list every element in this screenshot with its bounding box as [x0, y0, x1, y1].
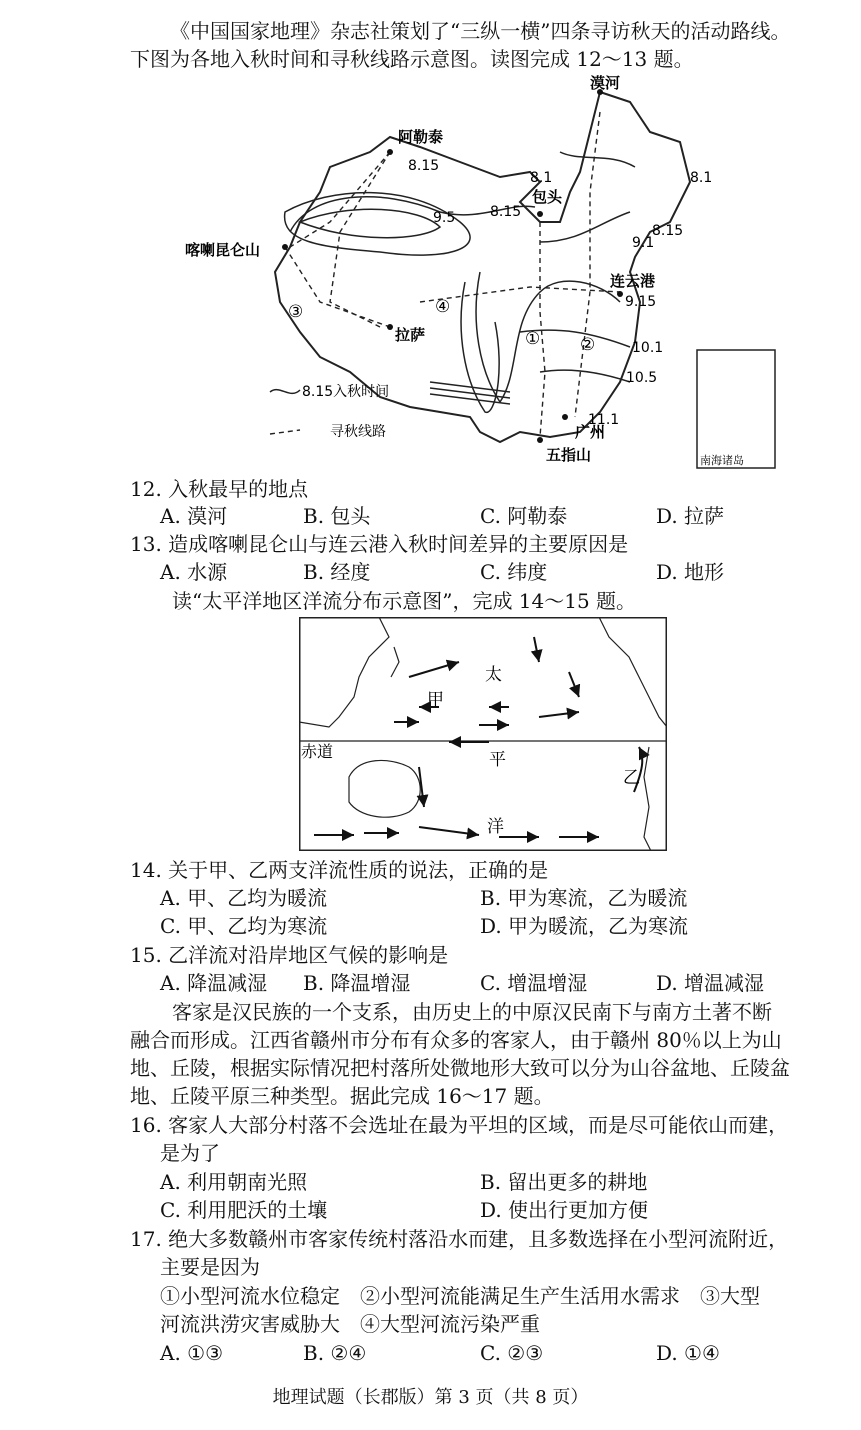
q13-option-b: B. 经度	[303, 560, 371, 584]
label-equator: 赤道	[301, 742, 334, 761]
q17-stem-1: 17. 绝大多数赣州市客家传统村落沿水而建，且多数选择在小型河流附近，	[130, 1227, 789, 1251]
route-label: ②	[580, 335, 596, 355]
q12-option-b: B. 包头	[303, 504, 371, 528]
label-ping: 平	[489, 750, 506, 770]
q15-option-b: B. 降温增湿	[303, 971, 411, 995]
q15-option-d: D. 增温减湿	[656, 971, 765, 995]
iso-label: 10.5	[626, 370, 658, 386]
q16-option-a: A. 利用朝南光照	[160, 1170, 308, 1194]
q17-statements-2: 河流洪涝灾害威胁大 ④大型河流污染严重	[160, 1312, 540, 1336]
iso-label: 8.1	[690, 170, 713, 186]
route-label: ④	[435, 297, 451, 317]
label-yang: 洋	[487, 817, 504, 837]
q16-option-b: B. 留出更多的耕地	[480, 1170, 648, 1194]
intro3-line-2: 融合而形成。江西省赣州市分布有众多的客家人，由于赣州 80％以上为山	[130, 1028, 782, 1052]
q16-option-c: C. 利用肥沃的土壤	[160, 1198, 328, 1222]
label-baotou: 包头	[532, 188, 563, 206]
q12-option-a: A. 漠河	[160, 504, 228, 528]
iso-label: 8.15	[652, 223, 684, 239]
intro3-line-4: 地、丘陵平原三种类型。据此完成 16～17 题。	[130, 1084, 554, 1108]
iso-label: 9.15	[625, 294, 657, 310]
label-jia: 甲	[427, 690, 444, 710]
q13-option-d: D. 地形	[656, 560, 725, 584]
label-wuzhishan: 五指山	[546, 446, 592, 464]
label-yi: 乙	[623, 768, 640, 788]
route-label: ③	[288, 302, 304, 322]
page-footer: 地理试题（长郡版）第 3 页（共 8 页）	[272, 1387, 589, 1408]
legend-isoline-label: 8.15入秋时间	[302, 384, 390, 400]
q15-option-c: C. 增温增湿	[480, 971, 588, 995]
china-autumn-map	[180, 72, 780, 472]
iso-label: 9.1	[632, 235, 655, 251]
label-guangzhou: 广州	[575, 423, 606, 441]
label-lasa: 拉萨	[395, 326, 426, 344]
q14-option-d: D. 甲为暖流，乙为寒流	[480, 914, 689, 938]
q15-stem: 15. 乙洋流对沿岸地区气候的影响是	[130, 943, 449, 967]
q17-option-a: A. ①③	[160, 1341, 224, 1365]
label-lianyungang: 连云港	[610, 272, 656, 290]
q14-option-c: C. 甲、乙均为寒流	[160, 914, 328, 938]
iso-label: 8.15	[490, 204, 522, 220]
intro2: 读“太平洋地区洋流分布示意图”，完成 14～15 题。	[172, 589, 637, 613]
legend-route-label: 寻秋线路	[330, 424, 386, 440]
q16-option-d: D. 使出行更加方便	[480, 1198, 649, 1222]
q16-stem-1: 16. 客家人大部分村落不会选址在最为平坦的区域，而是尽可能依山而建，	[130, 1113, 789, 1137]
q15-option-a: A. 降温减湿	[160, 971, 268, 995]
iso-label: 11.1	[588, 412, 620, 428]
q12-option-d: D. 拉萨	[656, 504, 725, 528]
pacific-currents-map	[299, 617, 667, 851]
q17-option-d: D. ①④	[656, 1341, 720, 1365]
q13-stem: 13. 造成喀喇昆仑山与连云港入秋时间差异的主要原因是	[130, 532, 629, 556]
q12-option-c: C. 阿勒泰	[480, 504, 568, 528]
iso-label: 10.1	[632, 340, 664, 356]
intro3-line-3: 地、丘陵，根据实际情况把村落所处微地形大致可以分为山谷盆地、丘陵盆	[130, 1056, 790, 1080]
q12-stem: 12. 入秋最早的地点	[130, 477, 309, 501]
label-tai: 太	[485, 665, 502, 685]
route-label: ①	[525, 329, 541, 349]
q17-stem-2: 主要是因为	[160, 1255, 260, 1279]
iso-label: 9.5	[433, 210, 456, 226]
q14-option-b: B. 甲为寒流，乙为暖流	[480, 886, 688, 910]
q16-stem-2: 是为了	[160, 1141, 220, 1165]
label-kalakunlun: 喀喇昆仑山	[185, 241, 261, 259]
q17-option-c: C. ②③	[480, 1341, 544, 1365]
q14-stem: 14. 关于甲、乙两支洋流性质的说法，正确的是	[130, 858, 549, 882]
label-aletai: 阿勒泰	[398, 128, 444, 146]
q17-option-b: B. ②④	[303, 1341, 367, 1365]
iso-label: 8.1	[530, 170, 553, 186]
iso-label: 8.15	[408, 158, 440, 174]
intro3-line-1: 客家是汉民族的一个支系，由历史上的中原汉民南下与南方土著不断	[172, 1000, 772, 1024]
q14-option-a: A. 甲、乙均为暖流	[160, 886, 328, 910]
intro-line-1: 《中国国家地理》杂志社策划了“三纵一横”四条寻访秋天的活动路线。	[170, 19, 791, 43]
inset-label: 南海诸岛	[700, 454, 744, 467]
label-mohe: 漠河	[590, 74, 621, 92]
intro-line-2: 下图为各地入秋时间和寻秋线路示意图。读图完成 12～13 题。	[130, 47, 694, 71]
q13-option-a: A. 水源	[160, 560, 228, 584]
q17-statements-1: ①小型河流水位稳定 ②小型河流能满足生产生活用水需求 ③大型	[160, 1284, 760, 1308]
q13-option-c: C. 纬度	[480, 560, 548, 584]
